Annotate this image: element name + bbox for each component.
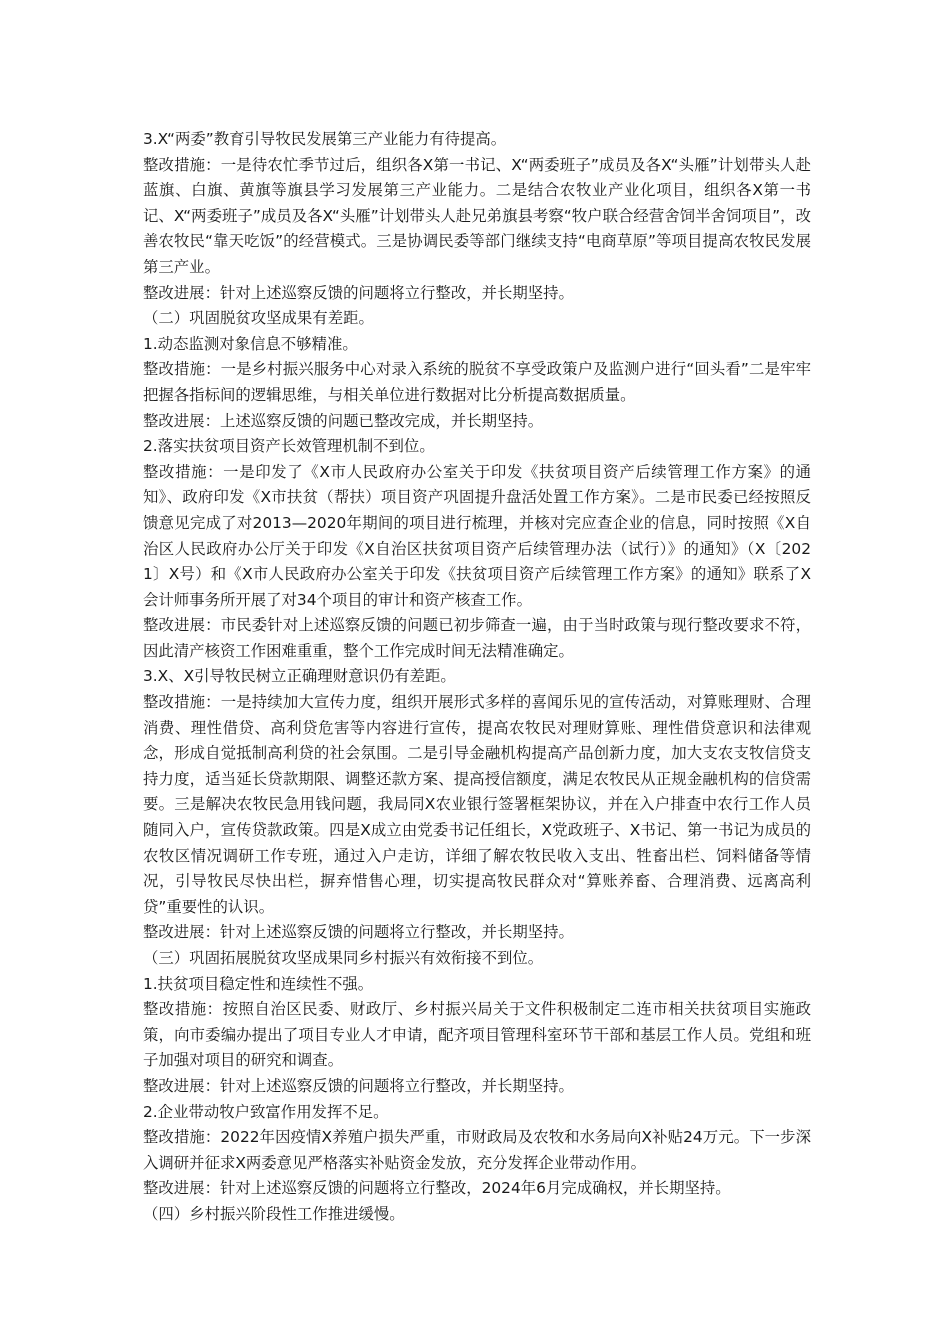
- rectification-progress: 整改进展：针对上述巡察反馈的问题将立行整改，2024年6月完成确权，并长期坚持。: [143, 1179, 731, 1198]
- rectification-progress: 整改进展：针对上述巡察反馈的问题将立行整改，并长期坚持。: [143, 1076, 574, 1095]
- heading-item-1: 1.动态监测对象信息不够精准。: [143, 334, 358, 353]
- section-heading-3: （三）巩固拓展脱贫攻坚成果同乡村振兴有效衔接不到位。: [143, 949, 544, 967]
- section-heading-4: （四）乡村振兴阶段性工作推进缓慢。: [143, 1204, 405, 1223]
- heading-item-1: 1.扶贫项目稳定性和连续性不强。: [143, 974, 374, 993]
- rectification-progress: 整改进展：市民委针对上述巡察反馈的问题已初步筛查一遍，由于当时政策与现行整改要求不符，因此清产核资工作困难重重，整个工作完成时间无法精准确定。: [143, 616, 811, 660]
- heading-item-3: 3.X、X引导牧民树立正确理财意识仍有差距。: [143, 667, 456, 686]
- rectification-progress: 整改进展：上述巡察反馈的问题已整改完成，并长期坚持。: [143, 411, 544, 430]
- rectification-measures: 整改措施：2022年因疫情X养殖户损失严重，市财政局及农牧和水务局向X补贴24万元。下一步深入调研并征求X两委意见严格落实补贴资金发放，充分发挥企业带动作用。: [143, 1128, 811, 1172]
- heading-item-2: 2.企业带动牧户致富作用发挥不足。: [143, 1102, 389, 1121]
- document-body: [143, 127, 811, 1228]
- rectification-measures: 整改措施：一是乡村振兴服务中心对录入系统的脱贫不享受政策户及监测户进行“回头看”二是牢牢把握各指标间的逻辑思维，与相关单位进行数据对比分析提高数据质量。: [143, 360, 811, 404]
- rectification-measures: 整改措施：一是印发了《X市人民政府办公室关于印发《扶贫项目资产后续管理工作方案》的通知》、政府印发《X市扶贫（帮扶）项目资产巩固提升盘活处置工作方案》。二是市民委已经按照反馈意见完成了对2013—2020年期间的项目进行梳理，并核对完应查企业的信息，同时按照《X自治区人民政府办公厅关于印发《X自治区扶贫项目资产后续管理办法（试行）》的通知》（X〔2021〕X号）和《X市人民政府办公室关于印发《扶贫项目资产后续管理工作方案》的通知》联系了X会计师事务所开展了对34个项目的审计和资产核查工作。: [143, 462, 811, 609]
- rectification-progress: 整改进展：针对上述巡察反馈的问题将立行整改，并长期坚持。: [143, 923, 574, 942]
- section-heading-2: （二）巩固脱贫攻坚成果有差距。: [143, 309, 374, 328]
- heading-item-3: 3.X“两委”教育引导牧民发展第三产业能力有待提高。: [143, 130, 507, 148]
- rectification-measures: 整改措施：按照自治区民委、财政厅、乡村振兴局关于文件积极制定二连市相关扶贫项目实施政策，向市委编办提出了项目专业人才申请，配齐项目管理科室环节干部和基层工作人员。党组和班子加强对项目的研究和调查。: [143, 1000, 811, 1070]
- rectification-measures: 整改措施：一是持续加大宣传力度，组织开展形式多样的喜闻乐见的宣传活动，对算账理财、合理消费、理性借贷、高利贷危害等内容进行宣传，提高农牧民对理财算账、理性借贷意识和法律观念，形成自觉抵制高利贷的社会氛围。二是引导金融机构提高产品创新力度，加大支农支牧信贷支持力度，适当延长贷款期限、调整还款方案、提高授信额度，满足农牧民从正规金融机构的信贷需要。三是解决农牧民急用钱问题，我局同X农业银行签署框架协议，并在入户排查中农行工作人员随同入户，宣传贷款政策。四是X成立由党委书记任组长，X党政班子、X书记、第一书记为成员的农牧区情况调研工作专班，通过入户走访，详细了解农牧民收入支出、牲畜出栏、饲料储备等情况，引导牧民尽快出栏，摒弃惜售心理，切实提高牧民群众对“算账养畜、合理消费、远离高利贷”重要性的认识。: [143, 693, 811, 916]
- heading-item-2: 2.落实扶贫项目资产长效管理机制不到位。: [143, 437, 435, 456]
- rectification-measures: 整改措施：一是待农忙季节过后，组织各X第一书记、X“两委班子”成员及各X“头雁”计划带头人赴蓝旗、白旗、黄旗等旗县学习发展第三产业能力。二是结合农牧业产业化项目，组织各X第一书记、X“两委班子”成员及各X“头雁”计划带头人赴兄弟旗县考察“牧户联合经营舍饲半舍饲项目”，改善农牧民“靠天吃饭”的经营模式。三是协调民委等部门继续支持“电商草原”等项目提高农牧民发展第三产业。: [143, 155, 811, 276]
- rectification-progress: 整改进展：针对上述巡察反馈的问题将立行整改，并长期坚持。: [143, 283, 574, 302]
